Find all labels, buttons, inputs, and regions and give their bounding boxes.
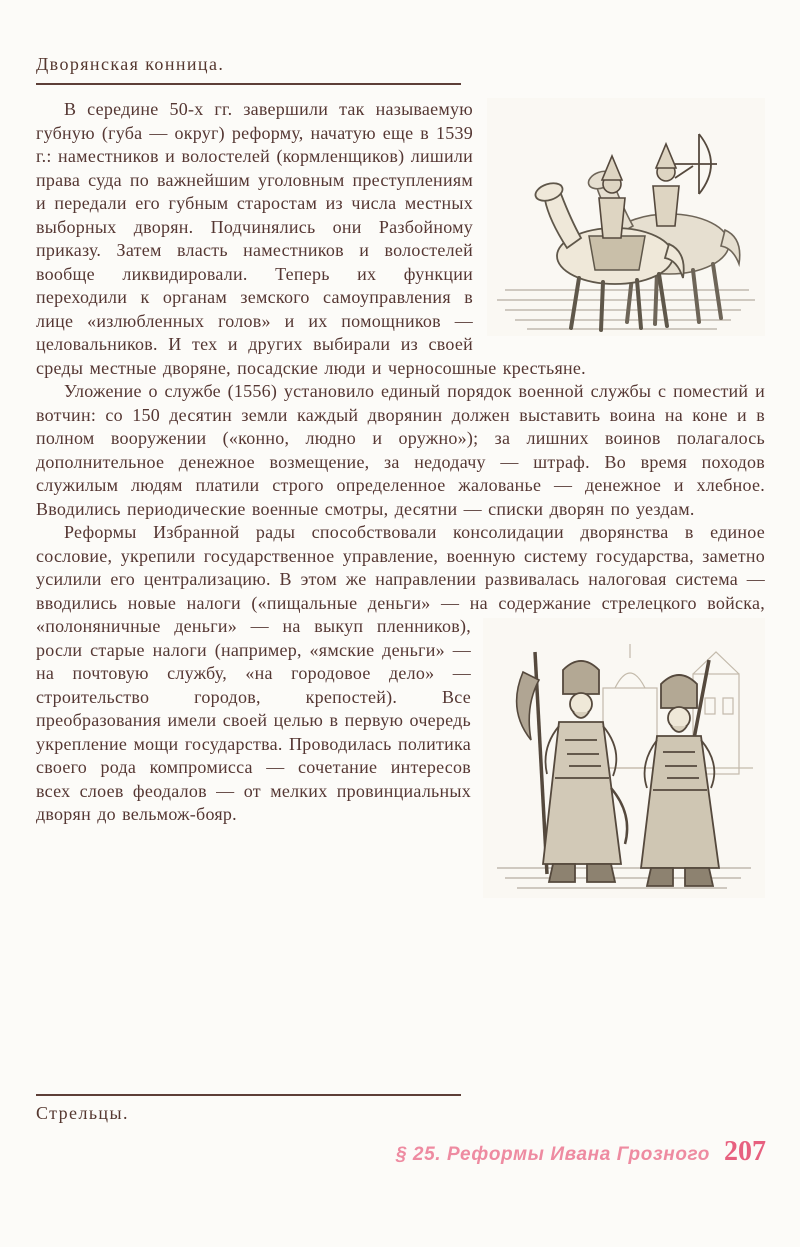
body-text xyxy=(36,98,765,1090)
paragraph-guba-reform: В середине 50-х гг. завершили так называемую губную (губа — округ) реформу, начатую еще в 1539 г.: наместников и волостелей (кормленщиков) лишили права суда по важнейшим уголовным преступлениям и передали его губным старостам из числа местных выборных дворян. Подчинялись они Разбойному приказу. Затем власть наместников и волостелей вообще ликвидировали. Теперь их функции переходили к органам земского самоуправления в лице «излюбленных голов» и их помощников — целовальников. И тех и других выбирали из своей среды местные дворяне, посадские люди и черносошные крестьяне. xyxy=(36,99,586,378)
paragraph-chosen-rada-part-b: «полоняничные деньги» — на выкуп пленников), росли старые налоги (например, «ямские деньги» — на почтовую службу, «на городовое дело» — строительство городов, крепостей). Все преобразования имели своей целью в первую очередь укрепление мощи государства. Проводилась политика своего рода компромисса — сочетание интересов всех слоев феодалов — от мелких провинциальных дворян до вельмож-бояр. xyxy=(36,616,471,824)
caption-top: Дворянская конница. xyxy=(36,54,225,74)
paragraph-chosen-rada-part-a: Реформы Избранной рады способствовали консолидации дворянства в единое сословие, укрепили государственное управление, военную систему государства, заметно усилили его централизацию. В этом же направлении развивалась налоговая система — вводились новые налоги («пищальные деньги» — на содержание стрелецкого войска, xyxy=(36,522,765,613)
cavalry-drawing xyxy=(487,98,765,336)
caption-bottom: Стрельцы. xyxy=(36,1103,129,1123)
page-footer xyxy=(396,1136,766,1168)
illustration-cavalry-engraving xyxy=(487,98,765,336)
divider-bottom xyxy=(36,1094,461,1096)
divider-top xyxy=(36,83,461,85)
paragraph-service-code: Уложение о службе (1556) установило единый порядок военной службы с поместий и вотчин: со 150 десятин земли каждый дворянин должен выставить воина на коне и в полном вооружении («конно, людно и оружно»); за лишних воинов полагалось дополнительное денежное возмещение, за недодачу — штраф. Во время походов служилым людям платили строго определенное жалованье — денежное и хлебное. Вводились периодические военные смотры, десятни — списки дворян по уездам. xyxy=(36,381,765,519)
paragraph-chosen-rada xyxy=(36,521,765,827)
illustration-streltsy-engraving xyxy=(483,618,765,898)
footer-section-title: § 25. Реформы Ивана Грозного xyxy=(395,1144,710,1165)
streltsy-drawing xyxy=(483,618,765,898)
footer-page-number: 207 xyxy=(724,1136,766,1167)
